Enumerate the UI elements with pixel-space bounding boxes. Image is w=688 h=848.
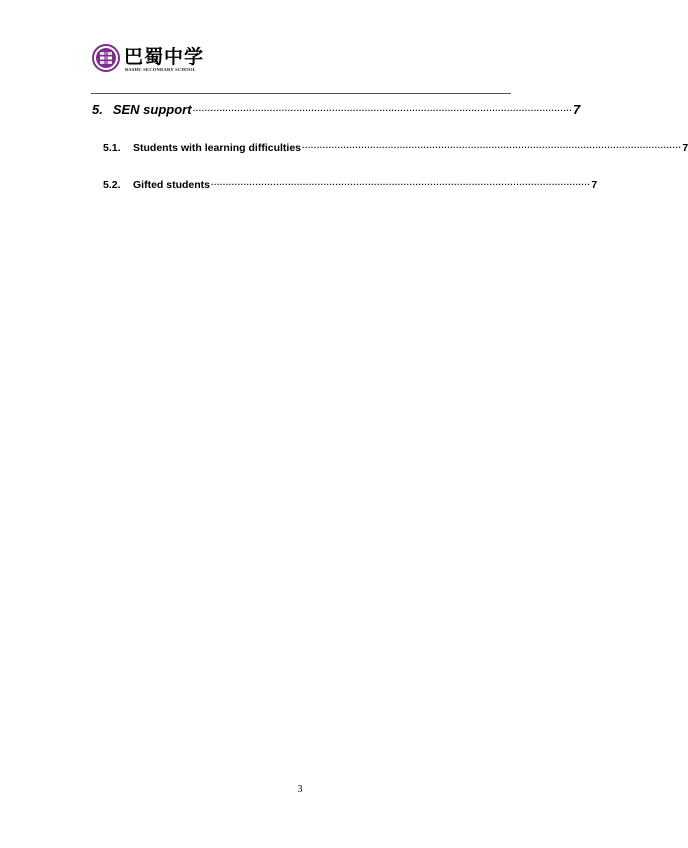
toc-entry-title: Students with learning difficulties [133, 142, 302, 154]
toc-entry-title: Gifted students [133, 179, 211, 191]
toc-dot-leader: ································································································································ [302, 143, 682, 152]
toc-entry-number: 5. [92, 102, 103, 117]
logo-english-name: BASHU SECONDARY SCHOOL [125, 67, 196, 72]
toc-dot-leader: ································································································································ [211, 180, 591, 189]
toc-entry-number: 5.2. [103, 179, 121, 191]
toc-entry-5[interactable] [92, 102, 581, 117]
toc-entry-number: 5.1. [103, 142, 121, 154]
toc-entry-page: 7 [591, 179, 598, 191]
toc-entry-5-1[interactable] [103, 142, 688, 154]
header-divider [91, 93, 511, 94]
toc-entry-page: 7 [682, 142, 688, 154]
logo-chinese-name: 巴蜀中学 [124, 46, 205, 68]
toc-entry-5-2[interactable] [103, 179, 598, 191]
toc-entry-title: SEN support [112, 102, 192, 117]
school-logo [92, 40, 252, 82]
page-number: 3 [297, 784, 303, 795]
toc-entry-page: 7 [572, 102, 581, 117]
logo-emblem-icon [92, 44, 120, 72]
toc-dot-leader: ································································································································ [192, 106, 572, 115]
